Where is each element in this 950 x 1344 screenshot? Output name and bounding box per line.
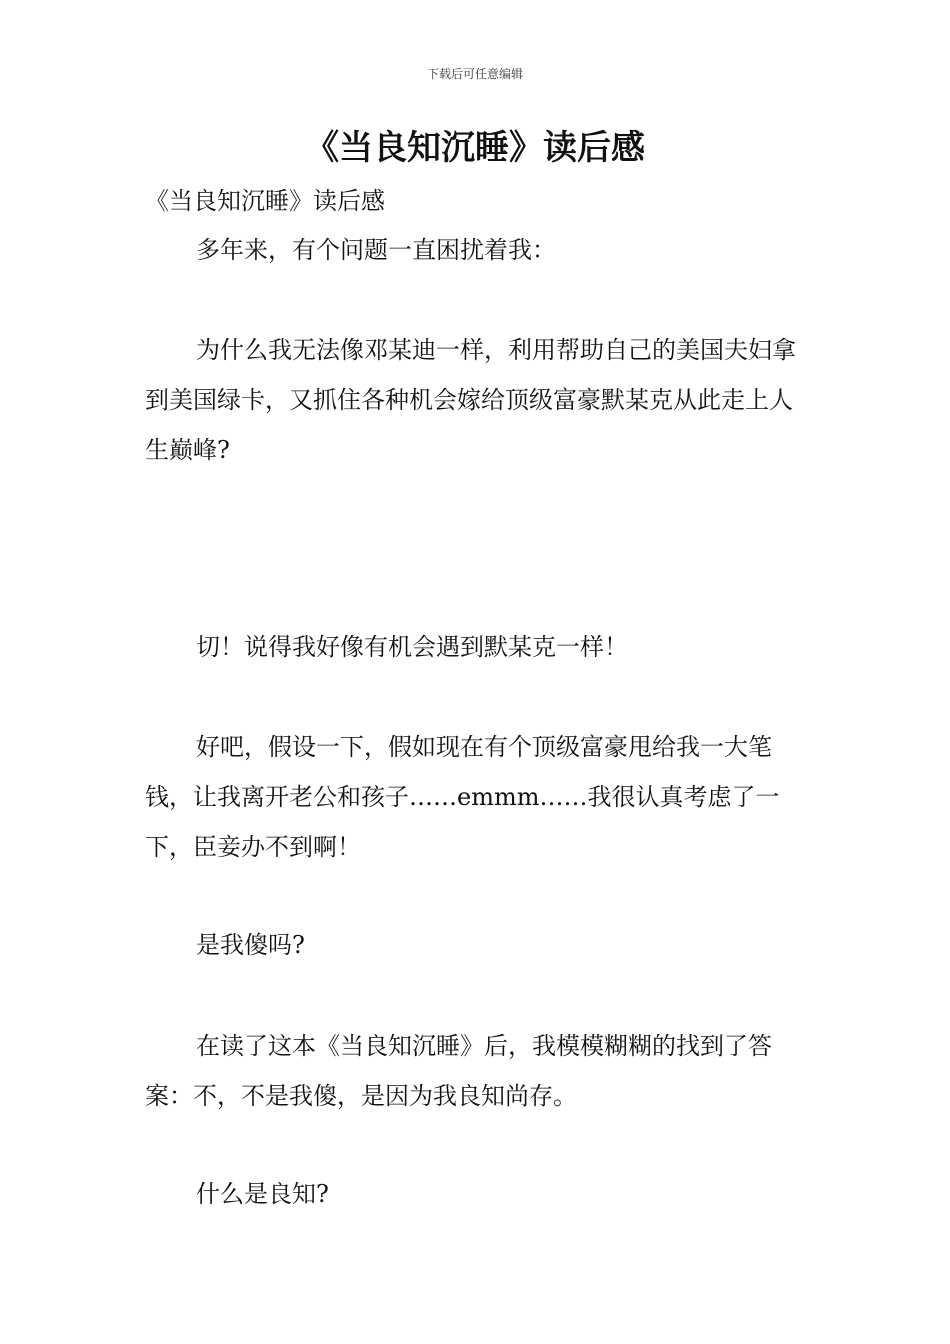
paragraph-2: 为什么我无法像邓某迪一样，利用帮助自己的美国夫妇拿到美国绿卡，又抓住各种机会嫁给顶级富豪默某克从此走上人生巅峰? <box>145 336 796 464</box>
paragraph-6: 在读了这本《当良知沉睡》后，我模模糊糊的找到了答案：不，不是我傻，是因为我良知尚存。 <box>145 1032 772 1110</box>
paragraph-4: 好吧，假设一下，假如现在有个顶级富豪甩给我一大笔钱，让我离开老公和孩子……emmm……我很认真考虑了一下，臣妾办不到啊！ <box>145 733 780 861</box>
paragraph-3: 切！说得我好像有机会遇到默某克一样！ <box>196 633 628 661</box>
document-title: 《当良知沉睡》读后感 <box>305 128 645 168</box>
subtitle-line: 《当良知沉睡》读后感 <box>145 187 385 215</box>
paragraph-7: 什么是良知? <box>196 1180 329 1208</box>
paragraph-5: 是我傻吗? <box>196 931 305 959</box>
paragraph-1: 多年来，有个问题一直困扰着我： <box>196 236 556 264</box>
header-note: 下载后可任意编辑 <box>426 67 523 81</box>
